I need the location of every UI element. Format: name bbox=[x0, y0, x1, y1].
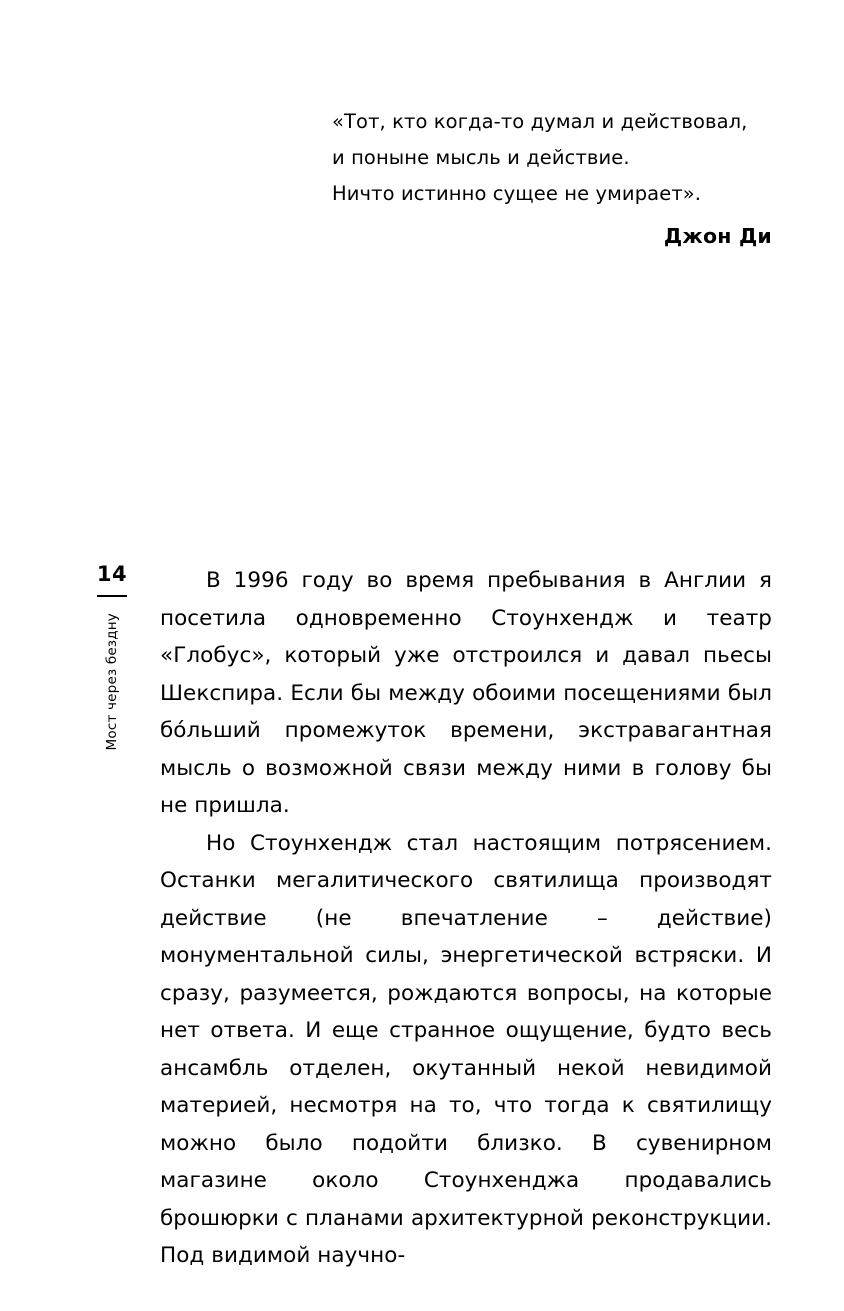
running-head bbox=[86, 562, 138, 754]
paragraph: В 1996 году во время пребывания в Англии я посетила одновременно Стоунхендж и театр «Глобус», который уже отстроился и давал пьесы Шекспира. Если бы между обоими посещениями был бо́льший промежуток времени, экстравагантная мысль о возможной связи между ними в голову бы не пришла. bbox=[160, 568, 772, 818]
epigraph bbox=[332, 104, 772, 248]
body-text bbox=[160, 562, 772, 1275]
epigraph-line-1: «Тот, кто когда-то думал и действовал, bbox=[332, 110, 748, 133]
paragraph: Но Стоунхендж стал настоящим потрясением. Останки мегалитического святилища производят действие (не впечатление – действие) монументальной силы, энергетической встряски. И сразу, разумеется, рождаются вопросы, на которые нет ответа. И еще странное ощущение, будто весь ансамбль отделен, окутанный некой невидимой материей, несмотря на то, что тогда к святилищу можно было подойти близко. В сувенирном магазине около Стоунхенджа продавались брошюрки с планами архитектурной реконструкции. Под видимой научно- bbox=[160, 830, 772, 1268]
running-title: Мост через бездну bbox=[104, 613, 120, 751]
page-number: 14 bbox=[96, 562, 128, 586]
divider bbox=[97, 595, 127, 597]
epigraph-author: Джон Ди bbox=[663, 224, 772, 248]
epigraph-line-3: Ничто истинно сущее не умирает». bbox=[332, 182, 702, 205]
epigraph-line-2: и поныне мысль и действие. bbox=[332, 146, 630, 169]
